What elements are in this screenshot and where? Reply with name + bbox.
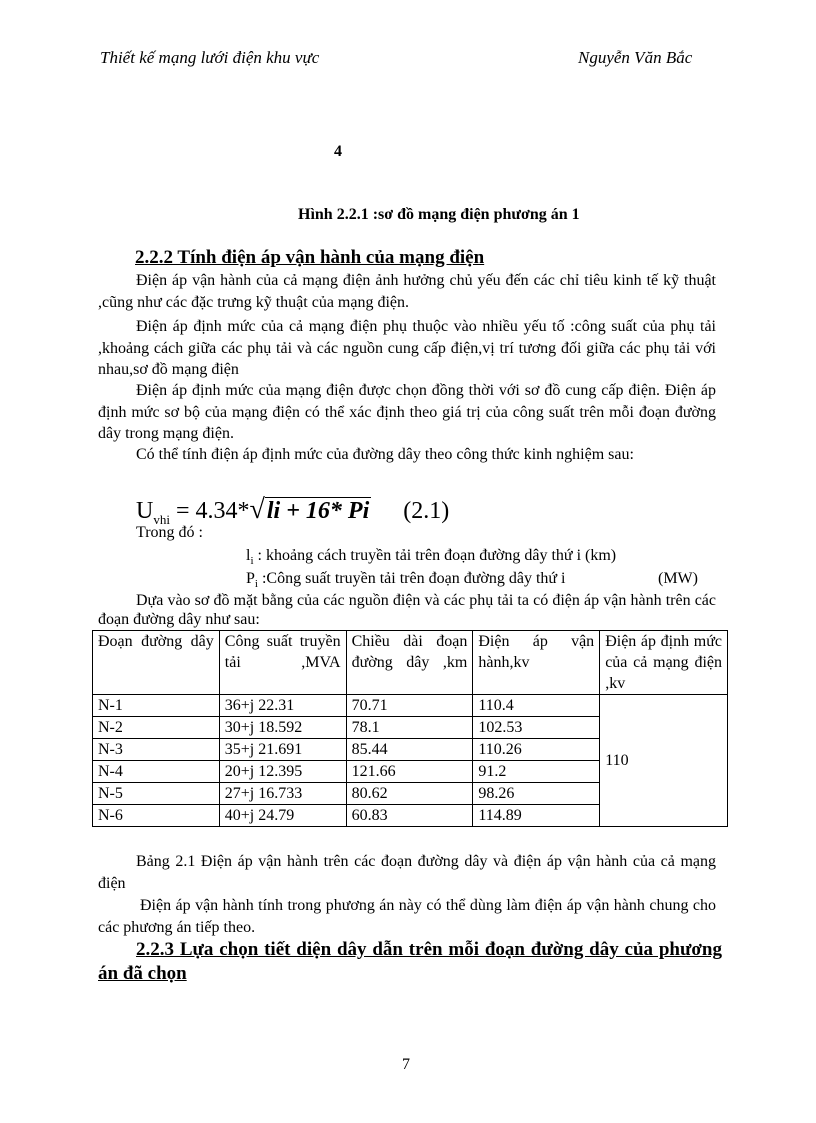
where-l-sub: i	[250, 555, 254, 568]
formula-rhs: = 4.34*	[175, 498, 250, 524]
table-cell: N-3	[93, 739, 220, 761]
table-cell: N-5	[93, 783, 220, 805]
paragraph-2-text: Điện áp định mức của cả mạng điện phụ thuộc vào nhiều yếu tố :công suất của phụ tải ,khoảng cách giữa các phụ tải và các nguồn cung cấp điện,vị trí tương đối giữa các phụ tải với nhau,sơ đồ mạng điện	[98, 318, 716, 379]
table-cell: 85.44	[346, 739, 473, 761]
formula-number: (2.1)	[403, 498, 450, 524]
table-cell: 20+j 12.395	[219, 761, 346, 783]
where-p-symbol: P	[246, 570, 255, 587]
table-header-cell: Công suất truyền tải ,MVA	[219, 631, 346, 695]
table-cell: N-6	[93, 805, 220, 827]
table-header-cell: Điện áp định mức của cả mạng điện ,kv	[600, 631, 728, 695]
page-number: 7	[402, 1056, 410, 1073]
where-l-line	[246, 547, 616, 567]
where-p-sub: i	[254, 578, 258, 591]
table-merged-cell: 110	[600, 695, 728, 827]
paragraph-4-text: Có thể tính điện áp định mức của đường dây theo công thức kinh nghiệm sau:	[136, 446, 634, 463]
table-cell: N-4	[93, 761, 220, 783]
closing-paragraph	[98, 895, 716, 938]
formula-2-1	[136, 494, 449, 528]
table-header-cell: Đoạn đường dây	[93, 631, 220, 695]
table-row	[93, 695, 728, 717]
closing-text: Điện áp vận hành tính trong phương án này có thể dùng làm điện áp vận hành chung cho các phương án tiếp theo.	[98, 897, 716, 936]
voltage-table	[92, 630, 728, 827]
paragraph-3	[98, 380, 716, 445]
section-heading-222: 2.2.2 Tính điện áp vận hành của mạng điện	[135, 247, 485, 268]
table-cell: 91.2	[473, 761, 600, 783]
where-p-desc: :Công suất truyền tải trên đoạn đường dây thứ i	[257, 570, 566, 587]
table-cell: 80.62	[346, 783, 473, 805]
table-header-cell: Điện áp vận hành,kv	[473, 631, 600, 695]
table-cell: 110.26	[473, 739, 600, 761]
table-cell: 114.89	[473, 805, 600, 827]
table-header-cell: Chiều dài đoạn đường dây ,km	[346, 631, 473, 695]
paragraph-3-text: Điện áp định mức của mạng điện được chọn đồng thời với sơ đồ cung cấp điện. Điện áp định mức sơ bộ của mạng điện có thể xác định theo giá trị của công suất trên mỗi đoạn đường dây trong mạng điện.	[98, 382, 716, 443]
paragraph-2	[98, 316, 716, 381]
table-cell: 78.1	[346, 717, 473, 739]
table-intro	[98, 591, 716, 629]
table-cell: 110.4	[473, 695, 600, 717]
where-l-desc: : khoảng cách truyền tải trên đoạn đường dây thứ i (km)	[253, 547, 617, 564]
table-cell: 70.71	[346, 695, 473, 717]
where-label: Trong đó :	[136, 524, 203, 541]
section-heading-223	[98, 938, 722, 986]
section-heading-223-text: 2.2.3 Lựa chọn tiết diện dây dẫn trên mỗi đoạn đường dây của phương án đã chọn	[98, 939, 722, 984]
table-cell: 40+j 24.79	[219, 805, 346, 827]
table-caption	[98, 851, 716, 894]
paragraph-4	[98, 444, 716, 466]
where-l-symbol: l	[246, 547, 251, 564]
table-intro-text: Dựa vào sơ đồ mặt bằng của các nguồn điện và các phụ tải ta có điện áp vận hành trên các đoạn đường dây như sau:	[98, 592, 716, 628]
table-cell: 35+j 21.691	[219, 739, 346, 761]
paragraph-1-text: Điện áp vận hành của cả mạng điện ảnh hưởng chủ yếu đến các chỉ tiêu kinh tế kỹ thuật ,cũng như các đặc trưng kỹ thuật của mạng điện.	[98, 272, 716, 311]
formula-radicand: li + 16* Pi	[266, 498, 370, 524]
formula-lhs-sub: vhi	[153, 511, 170, 527]
table-cell: 98.26	[473, 783, 600, 805]
table-cell: 30+j 18.592	[219, 717, 346, 739]
paragraph-1	[98, 270, 716, 313]
header-title: Thiết kế mạng lưới điện khu vực	[100, 48, 320, 67]
table-header-row	[93, 631, 728, 695]
table-cell: 60.83	[346, 805, 473, 827]
table-cell: N-1	[93, 695, 220, 717]
formula-lhs: U	[136, 498, 154, 524]
figure-number: 4	[334, 143, 342, 160]
table-cell: 36+j 22.31	[219, 695, 346, 717]
sqrt-icon: √	[249, 494, 265, 525]
table-cell: 102.53	[473, 717, 600, 739]
figure-caption: Hình 2.2.1 :sơ đồ mạng điện phương án 1	[298, 206, 580, 223]
where-p-line	[246, 570, 566, 590]
table-cell: 27+j 16.733	[219, 783, 346, 805]
header-author: Nguyễn Văn Bắc	[578, 48, 693, 67]
table-cell: N-2	[93, 717, 220, 739]
where-p-unit: (MW)	[658, 570, 698, 587]
table-cell: 121.66	[346, 761, 473, 783]
table-caption-text: Bảng 2.1 Điện áp vận hành trên các đoạn đường dây và điện áp vận hành của cả mạng điện	[98, 853, 716, 892]
